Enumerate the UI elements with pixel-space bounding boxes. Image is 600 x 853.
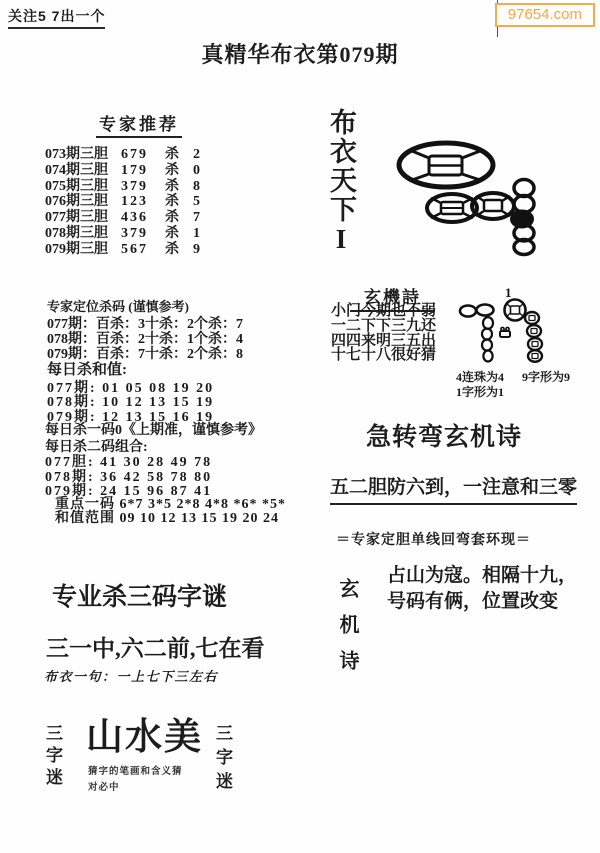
kill-label: 杀 [165, 178, 179, 194]
table-row [45, 194, 295, 210]
table-row [45, 179, 295, 195]
bead-captions [456, 370, 570, 400]
position-kill-row: 078期：百杀：2十杀：1个杀：4 [47, 332, 243, 348]
issue-label: 078期三胆 [45, 225, 108, 241]
kill-label: 杀 [165, 210, 179, 226]
poem-line: 一二下下三九还 [331, 317, 437, 334]
daily-two-code-title: 每日杀二码组合: [45, 440, 148, 455]
issue-label: 073期三胆 [45, 147, 108, 162]
table-row [45, 210, 295, 226]
footer-decor-right: ＝ [516, 533, 531, 548]
three-char-word: 山水美 [86, 717, 203, 758]
three-char-label-right: 三字迷 [213, 724, 232, 796]
riddle-line: 三一中,六二前,七在看 [46, 636, 265, 661]
key-one-code-line: 重点一码 6*7 3*5 2*8 4*8 *6* *5* [55, 497, 286, 512]
dan-numbers: 179 [121, 162, 148, 178]
position-kill-row: 077期：百杀：3十杀：2个杀：7 [47, 317, 243, 332]
daily-kill-sum-title: 每日杀和值: [47, 362, 127, 378]
table-row [45, 226, 295, 242]
xuanji-shi-text [387, 563, 577, 615]
coin-diagram-icon [393, 132, 573, 257]
xuanji-poem [331, 304, 436, 363]
daily-two-code-row: 078期: 36 42 58 78 80 [45, 469, 213, 485]
footer-decor-left: ＝ [336, 533, 351, 548]
expert-recommend-title: 专家推荐 [96, 110, 182, 138]
sharp-turn-poem-line: 五二胆防六到，一注意和三零 [330, 472, 577, 505]
poem-line: 十七十八很好猜 [331, 347, 437, 364]
issue-label: 077期三胆 [45, 210, 108, 226]
position-kill-section [47, 296, 243, 363]
daily-two-code-row: 079期: 24 15 96 87 41 [45, 484, 213, 500]
dan-numbers: 123 [121, 194, 148, 210]
daily-two-code-row: 077胆: 41 30 28 49 78 [45, 455, 213, 470]
kill-value: 7 [193, 210, 200, 226]
kill-value: 8 [193, 178, 200, 194]
bead-caption-1: 1字形为1 [456, 385, 505, 399]
expert-dan-footer [336, 529, 531, 549]
table-row [45, 242, 295, 258]
daily-kill-sum-row: 077期: 01 05 08 19 20 [47, 381, 215, 396]
issue-label: 076期三胆 [45, 194, 108, 210]
kill-label: 杀 [165, 147, 179, 162]
kill-value: 1 [193, 225, 200, 241]
position-kill-title: 专家定位杀码 (谨慎参考) [47, 299, 189, 314]
sharp-turn-poem-title: 急转弯玄机诗 [366, 424, 523, 451]
poem-line: 四四来明三五出 [331, 332, 437, 349]
issue-label: 075期三胆 [45, 178, 108, 194]
kill-label: 杀 [165, 162, 179, 178]
three-char-note [88, 764, 183, 796]
table-row [45, 147, 295, 163]
expert-recommend-table [45, 147, 295, 258]
dan-numbers: 379 [121, 178, 148, 194]
three-char-note-line1: 猜字的笔画和含义猜 [88, 767, 183, 777]
top-note: 关注5 7出一个 [8, 6, 105, 29]
daily-kill-sum-section [47, 358, 214, 425]
table-row [45, 163, 295, 179]
kill-label: 杀 [165, 194, 179, 210]
xuanji-shi-line1: 占山为寇。相隔十九， [387, 565, 578, 586]
bead-caption-9: 9字形为9 [522, 370, 571, 384]
daily-kill-sum-row: 079期: 12 13 15 16 19 [47, 409, 215, 425]
kill-value: 5 [193, 194, 200, 210]
dan-numbers: 436 [121, 210, 148, 226]
kill-label: 杀 [165, 225, 179, 241]
sum-range-line: 和值范围 09 10 12 13 15 19 20 24 [55, 511, 279, 526]
riddle-title: 专业杀三码字谜 [52, 584, 228, 611]
kill-value: 9 [193, 241, 200, 257]
riddle-buyi-sentence: 布衣一句：一上七下三左右 [44, 669, 219, 684]
issue-label: 074期三胆 [45, 162, 108, 178]
kill-value: 0 [193, 162, 200, 178]
issue-label: 079期三胆 [45, 241, 108, 257]
daily-two-code-section [45, 436, 212, 500]
page-title: 真精华布衣第079期 [201, 42, 399, 67]
dan-numbers: 379 [121, 225, 148, 241]
daily-kill-sum-row: 078期: 10 12 13 15 19 [47, 395, 215, 411]
poem-line: 小门今期也不弱 [331, 303, 437, 319]
xuanji-shi-line2: 号码有俩，位置改变 [387, 591, 559, 612]
daily-kill-one-line: 每日杀一码0《上期准，谨慎参考》 [45, 423, 262, 438]
dan-numbers: 679 [121, 147, 148, 162]
xuanji-poem-title: 玄機詩 [350, 283, 435, 312]
three-char-note-line2: 对必中 [88, 783, 120, 793]
dan-numbers: 567 [121, 241, 148, 257]
footer-text: 专家定胆单线回弯套环现 [351, 533, 516, 548]
position-kill-row: 079期：百杀：7十杀：2个杀：8 [47, 347, 243, 363]
buyi-tianxia-title: 布衣天下I [326, 108, 356, 256]
site-link[interactable]: 97654.com [495, 3, 595, 27]
xuanji-shi-vertical-label: 玄机诗 [336, 578, 358, 686]
kill-value: 2 [193, 147, 200, 162]
bead-diagram-icon [452, 286, 572, 368]
bead-caption-4: 4连珠为4 [456, 370, 505, 384]
svg-text:1: 1 [505, 286, 512, 300]
kill-label: 杀 [165, 241, 179, 257]
three-char-label-left: 三字迷 [43, 724, 62, 790]
